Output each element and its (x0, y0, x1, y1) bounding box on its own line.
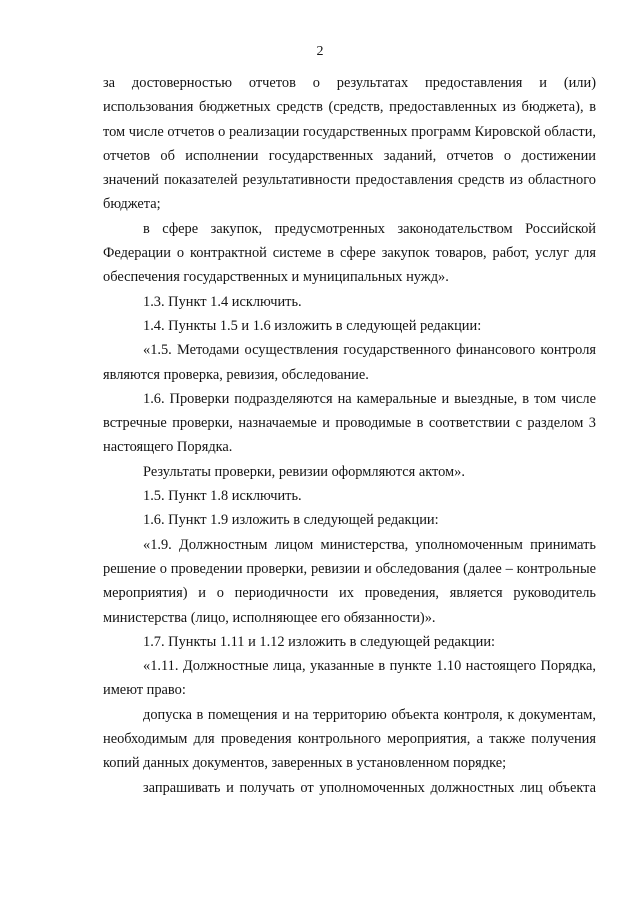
document-body (103, 71, 596, 800)
paragraph: запрашивать и получать от уполномоченных должностных лиц объекта (143, 779, 596, 796)
paragraph: 1.5. Пункт 1.8 исключить. (143, 488, 302, 505)
page-number: 2 (316, 44, 324, 59)
paragraph: Результаты проверки, ревизии оформляются актом». (143, 463, 465, 480)
paragraph: 1.7. Пункты 1.11 и 1.12 изложить в следующей редакции: (143, 633, 496, 650)
paragraph: «1.5. Методами осуществления государственного финансового контроля являются проверка, ревизия, обследование. (103, 342, 596, 383)
paragraph: 1.3. Пункт 1.4 исключить. (143, 293, 302, 310)
paragraph: «1.9. Должностным лицом министерства, уполномоченным принимать решение о проведении проверки, ревизии и обследования (далее – контрольные мероприятия) и о периодичности их проведения, является руководитель министерства (лицо, исполняющее его обязанности)». (103, 536, 596, 626)
paragraph: 1.4. Пункты 1.5 и 1.6 изложить в следующей редакции: (143, 317, 482, 334)
paragraph: за достоверностью отчетов о результатах предоставления и (или) использования бюджетных средств (средств, предоставленных из бюджета), в том числе отчетов о реализации государственных программ Кировской области, отчетов об исполнении государственных заданий, отчетов о достижении значений показателей результативности предоставления средств из областного бюджета; (103, 75, 596, 213)
paragraph: допуска в помещения и на территорию объекта контроля, к документам, необходимым для проведения контрольного мероприятия, а также получения копий данных документов, заверенных в установленном порядке; (103, 706, 596, 772)
paragraph: в сфере закупок, предусмотренных законодательством Российской Федерации о контрактной системе в сфере закупок товаров, работ, услуг для обеспечения государственных и муниципальных нужд». (103, 220, 596, 286)
paragraph: 1.6. Проверки подразделяются на камеральные и выездные, в том числе встречные проверки, назначаемые и проводимые в соответствии с разделом 3 настоящего Порядка. (103, 390, 596, 456)
paragraph: 1.6. Пункт 1.9 изложить в следующей редакции: (143, 512, 439, 529)
paragraph: «1.11. Должностные лица, указанные в пункте 1.10 настоящего Порядка, имеют право: (103, 658, 596, 699)
